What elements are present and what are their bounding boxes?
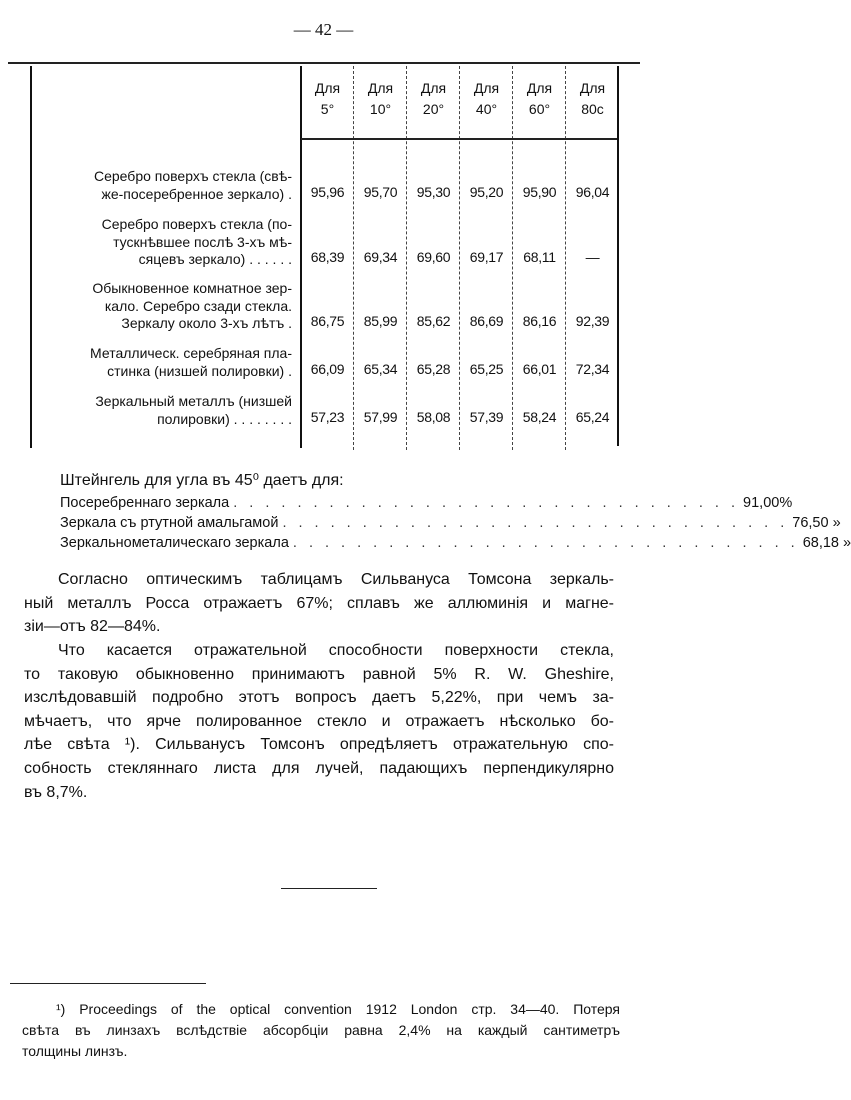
table-cell: 57,39	[469, 409, 504, 425]
column-header: Для 5°	[314, 80, 341, 117]
row-label-line: сяцевъ зеркало) . . . . . .	[138, 251, 292, 267]
leader-dots: . . . . . . . . . . . . . . . . . . . . . . . . . . . . . . . .	[292, 535, 799, 551]
leader-dots: . . . . . . . . . . . . . . . . . . . . . . . . . . . . . . . .	[282, 515, 789, 531]
table-cell: 72,34	[575, 361, 610, 377]
column-header: Для 20°	[420, 80, 447, 117]
table-cell: 65,25	[469, 361, 504, 377]
header-rule	[301, 138, 617, 140]
text-line: лѣе свѣта ¹). Сильванусъ Томсонъ опредѣляетъ отражательную спо-	[24, 736, 614, 754]
text-line: ный металлъ Росса отражаетъ 67%; сплавъ же аллюминія и магне-	[24, 594, 614, 612]
footnote-line: толщины линзъ.	[22, 1043, 128, 1059]
row-label-line: Обыкновенное комнатное зер-	[92, 280, 292, 296]
text-line: мѣчаетъ, что ярче полированное стекло и отражаетъ нѣсколько бо-	[24, 712, 614, 730]
steingel-item	[60, 535, 851, 551]
row-label-line: полировки) . . . . . . . .	[157, 410, 292, 427]
text-line: въ 8,7%.	[24, 783, 88, 801]
row-label-line: кало. Серебро сзади стекла.	[104, 297, 292, 314]
table-cell: 66,01	[522, 361, 557, 377]
column-header: Для 60°	[526, 80, 553, 117]
row-label-line: Серебро поверхъ стекла (свѣ-	[93, 168, 292, 184]
table-cell: 58,24	[522, 409, 557, 425]
table-cell: 86,75	[310, 313, 345, 329]
row-label-line: Зеркальный металлъ (низшей	[95, 393, 292, 409]
paragraph	[24, 639, 614, 804]
text-line: Согласно оптическимъ таблицамъ Сильвануса Томсона зеркаль-	[58, 571, 614, 588]
table-cell: 65,28	[416, 361, 451, 377]
column-header: Для 80c	[579, 80, 606, 117]
steingel-item-value: 91,00%	[743, 495, 793, 511]
steingel-item-value: 76,50 »	[792, 515, 841, 531]
steingel-title: Штейнгель для угла въ 45⁰ даетъ для:	[60, 472, 344, 489]
table-cell: 95,96	[310, 184, 345, 200]
table-cell: 95,90	[522, 184, 557, 200]
row-label	[40, 216, 292, 269]
table-cell: 69,34	[363, 249, 398, 265]
table-left-border	[30, 66, 32, 448]
steingel-item-label: Посеребреннаго зеркала	[60, 495, 230, 511]
column-header: Для 40°	[473, 80, 500, 117]
paragraph	[24, 568, 614, 639]
table-cell: 66,09	[310, 361, 345, 377]
text-line: изслѣдовавшій подробно этотъ вопросъ даетъ 5,22%, при чемъ за-	[24, 689, 614, 707]
table-cell: 92,39	[575, 313, 610, 329]
steingel-item-label: Зеркальнометалическаго зеркала	[60, 535, 289, 551]
table-cell: 58,08	[416, 409, 451, 425]
table-cell: 95,30	[416, 184, 451, 200]
table-cell: 57,99	[363, 409, 398, 425]
table-cell: —	[585, 249, 600, 265]
row-label-line: тускнѣвшее послѣ 3-хъ мѣ-	[113, 233, 292, 250]
table-cell: 68,39	[310, 249, 345, 265]
row-label-line: Серебро поверхъ стекла (по-	[101, 216, 292, 232]
row-label	[40, 280, 292, 333]
text-line: то таковую обыкновенно принимаютъ равной 5% R. W. Gheshire,	[24, 665, 614, 683]
footnote	[22, 999, 620, 1062]
text-line: Что касается отражательной способности поверхности стекла,	[58, 642, 614, 659]
table-cell: 95,20	[469, 184, 504, 200]
table-cell: 69,17	[469, 249, 504, 265]
text-line: зіи—отъ 82—84%.	[24, 618, 161, 636]
footnote-rule	[10, 983, 206, 984]
table-cell: 96,04	[575, 184, 610, 200]
steingel-item	[60, 495, 793, 511]
row-label-line: же-посеребренное зеркало) .	[101, 185, 292, 202]
text-line: собность стекляннаго листа для лучей, падающихъ перпендикулярно	[24, 759, 614, 777]
row-label-line: стинка (низшей полировки) .	[107, 362, 292, 379]
row-label	[40, 393, 292, 428]
table-cell: 65,34	[363, 361, 398, 377]
footnote-line: свѣта въ линзахъ вслѣдствіе абсорбціи равна 2,4% на каждый сантиметръ	[22, 1022, 620, 1038]
top-rule	[8, 62, 640, 64]
footnote-line: ¹) Proceedings of the optical convention 1912 London стр. 34—40. Потеря	[56, 1001, 620, 1017]
section-rule	[281, 888, 377, 889]
row-label	[40, 345, 292, 380]
row-label-line: Зеркалу около 3-хъ лѣтъ .	[121, 315, 292, 331]
table-cell: 86,16	[522, 313, 557, 329]
page-number: — 42 —	[293, 20, 354, 39]
table-cell: 85,99	[363, 313, 398, 329]
table-cell: 68,11	[523, 249, 556, 265]
table-cell: 57,23	[310, 409, 345, 425]
row-label	[40, 168, 292, 203]
steingel-item	[60, 515, 841, 531]
column-header: Для 10°	[367, 80, 394, 117]
table-cell: 95,70	[363, 184, 398, 200]
table-cell: 65,24	[575, 409, 610, 425]
table-cell: 69,60	[416, 249, 451, 265]
row-label-line: Металлическ. серебряная пла-	[90, 345, 292, 361]
table-cell: 85,62	[416, 313, 451, 329]
steingel-item-value: 68,18 »	[802, 535, 851, 551]
steingel-item-label: Зеркала съ ртутной амальгамой	[60, 515, 279, 531]
leader-dots: . . . . . . . . . . . . . . . . . . . . . . . . . . . . . . . .	[233, 495, 740, 511]
table-cell: 86,69	[469, 313, 504, 329]
